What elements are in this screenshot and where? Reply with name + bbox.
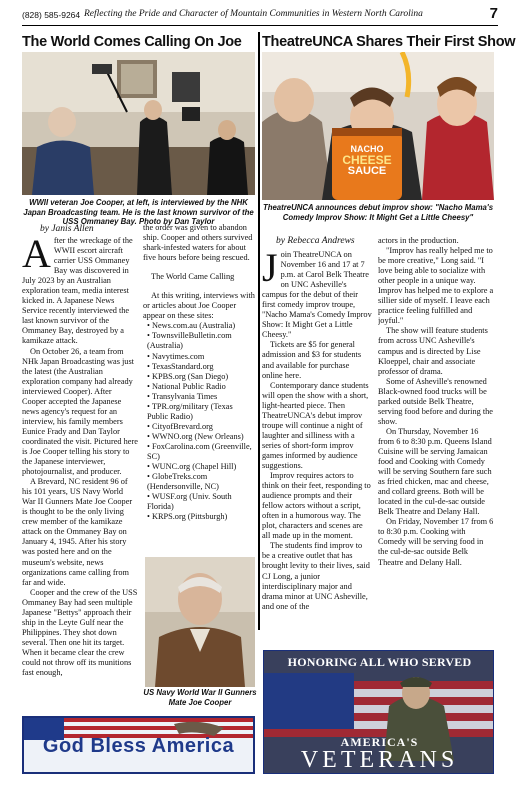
veterans-ad-mid-text: AMERICA'S (340, 735, 419, 749)
left-article-column-1 (22, 236, 138, 706)
media-site-item: • TexasStandard.org (147, 361, 214, 371)
left-paragraph: At this writing, interviews with or articles about Joe Cooper appear on these sites: (143, 291, 255, 321)
media-site-item: • TPR.org/military (Texas Public Radio) (147, 401, 233, 421)
right-paragraph: Some of Asheville's renowned Black-owned food trucks will be parked outside Belk Theatre, serving food before and during the show. (378, 376, 493, 426)
right-paragraph: oin TheatreUNCA on November 16 and 17 at 7 p.m. at Carol Belk Theatre on UNC Asheville's campus for the debut of their first comedy improv troupe, "Nacho Mama's Comedy Improv Show: It Might Get a Little Cheesy." (262, 250, 372, 340)
left-headline: The World Comes Calling On Joe (22, 34, 242, 50)
column-divider (258, 32, 260, 630)
media-site-item: • Navytimes.com (147, 351, 205, 361)
right-paragraph: On Thursday, November 16 from 6 to 8:30 p.m. Queens Island Cuisine will be serving Jamaican food and Cooking with Comedy will be serving Southern fare such as fried chicken, mac and cheese, and collard greens. Both will be located in the cul-de-sac outside Belk Theatre and Delany Hall. (378, 426, 492, 517)
media-sites-list (143, 321, 255, 522)
media-site-item: • Transylvania Times (147, 391, 218, 401)
media-site-item: • KRPS.org (Pittsburgh) (147, 512, 228, 522)
right-dropcap: J (262, 250, 278, 290)
left-article-column-2 (143, 223, 255, 556)
left-byline: by Janis Allen (40, 224, 94, 234)
right-paragraph: actors in the production. (378, 236, 459, 245)
right-paragraph: Tickets are $5 for general admission and $3 for students and available for purchase online here. (262, 340, 362, 380)
right-paragraph: Contemporary dance students will open the show with a short, light-hearted piece. Then TheatreUNCA's debut improv troupe will continue a night of laughter and silliness with a series of short-form improv games informed by audience suggestions. (262, 380, 369, 470)
left-paragraph: fter the wreckage of the WWII escort aircraft carrier USS Ommaney Bay was discovered in July 2023 by an Australian exploration team, media interest kicked in. A Japanese News Service recently interviewed the last known survivor of the Ommaney Bay, destroyed by a kamikaze attack. (22, 236, 133, 346)
masthead-tagline: Reflecting the Pride and Character of Mountain Communities in Western North Carolina (84, 9, 423, 19)
jar-label (334, 144, 400, 177)
right-paragraph: The students find improv to be a creative outlet that has brought levity to their lives, said CJ Long, a junior interdisciplinary major and drama minor at UNC Asheville, and one of the (262, 541, 370, 611)
jar-label-bot: SAUCE (347, 165, 387, 177)
right-paragraph: On Friday, November 17 from 6 to 8:30 p.m. Cooking with Comedy will be serving food in the cul-de-sac outside Belk Theatre and Delany Hall. (378, 517, 494, 567)
right-byline: by Rebecca Andrews (276, 236, 355, 246)
page-number: 7 (489, 5, 498, 22)
phone-number: (828) 585-9264 (22, 10, 81, 20)
cooper-portrait (145, 557, 255, 687)
right-paragraph: "Improv has really helped me to be more creative," Long said. "I love being able to socialize with other people in a unique way. Improv has helped me to explore a sillier side of myself. I leave each practice feeling fulfilled and joyful." (378, 246, 494, 326)
media-site-item: • WUNC.org (Chapel Hill) (147, 462, 237, 472)
media-site-item: • News.com.au (Australia) (147, 321, 236, 331)
veterans-ad-top-text: HONORING ALL WHO SERVED (287, 655, 472, 669)
media-site-item: • KPBS.org (San Diego) (147, 371, 229, 381)
interview-scene-image (22, 52, 255, 195)
veterans-ad (263, 650, 494, 774)
media-site-item: • CityofBrevard.org (147, 421, 213, 431)
right-article-column-2 (378, 236, 494, 650)
portrait-image (145, 557, 255, 687)
media-site-item: • National Public Radio (147, 381, 226, 391)
media-site-item: • GlobeTreks.com (Hendersonville, NC) (147, 472, 219, 492)
left-paragraph: Cooper and the crew of the USS Ommaney Bay had seen multiple Japanese "Bettys" approach their ship in the Leyte Gulf near the Philippines. They shot down several. Then one hit its target. When it became clear the crew could not throw off its munitions fast enough, (22, 587, 138, 678)
right-paragraph: The show will feature students from across UNC Asheville's campus and is directed by Lise Kloeppel, chair and associate professor of drama. (378, 326, 488, 376)
media-site-item: • TownsvilleBulletin.com (Australia) (147, 331, 232, 351)
interview-photo (22, 52, 255, 195)
interview-photo-caption: WWII veteran Joe Cooper, at left, is interviewed by the NHK Japan Broadcasting team. He is the last known survivor of the USS Ommaney Bay. Photo by Dan Taylor (23, 198, 254, 226)
right-article-column-1 (262, 250, 372, 650)
veterans-ad-bottom-text: VETERANS (300, 747, 459, 773)
god-bless-america-ad (22, 716, 255, 774)
right-headline: TheatreUNCA Shares Their First Show (262, 34, 516, 50)
left-paragraph: the order was given to abandon ship. Cooper and others survived shark-infested waters for about five hours before being rescued. (143, 223, 253, 263)
left-subhead: The World Came Calling (151, 272, 235, 282)
masthead-bar (22, 5, 498, 26)
left-paragraph: On October 26, a team from NHk Japan Broadcasting was just the latest (the Australian exploration company had already interviewed Cooper). After Cooper accepted the Japanese news agency's request for an interview, his family members Eunice Frady and Dan Taylor coordinated the visit. Pictured here is Joe Cooper telling his story to the Japanese interviewer, photojournalist, and producer. (22, 346, 138, 477)
right-paragraph: Improv requires actors to think on their feet, responding to audience prompts and their fellow actors without a script, often in a humorous way. The plot, characters and scenes are all made up in the moment. (262, 471, 371, 541)
media-site-item: • WWNO.org (New Orleans) (147, 431, 244, 441)
media-site-item: • FoxCarolina.com (Greenville, SC) (147, 441, 252, 461)
god-bless-text: God Bless America (42, 735, 235, 757)
left-paragraph: A Brevard, NC resident 96 of his 101 years, US Navy World War II Gunners Mate Joe Cooper is thought to be the only living crew member of the kamikaze attack on the Ommaney Bay on January 4, 1945. After his story was posted here and on the museum's website, news organizations came calling from far and wide. (22, 477, 133, 587)
media-site-item: • WUSF.org (Univ. South Florida) (147, 492, 232, 512)
theatre-scene-image (262, 52, 494, 200)
left-dropcap: A (22, 236, 51, 276)
portrait-caption: US Navy World War II Gunners Mate Joe Cooper (143, 688, 257, 707)
jar-label-mid: CHEESE (342, 153, 392, 167)
theatre-photo-caption: TheatreUNCA announces debut improv show: "Nacho Mama's Comedy Improv Show: It Might Get a Little Cheesy" (262, 203, 494, 222)
jar-label-top: NACHO (350, 144, 384, 154)
theatre-photo (262, 52, 494, 200)
